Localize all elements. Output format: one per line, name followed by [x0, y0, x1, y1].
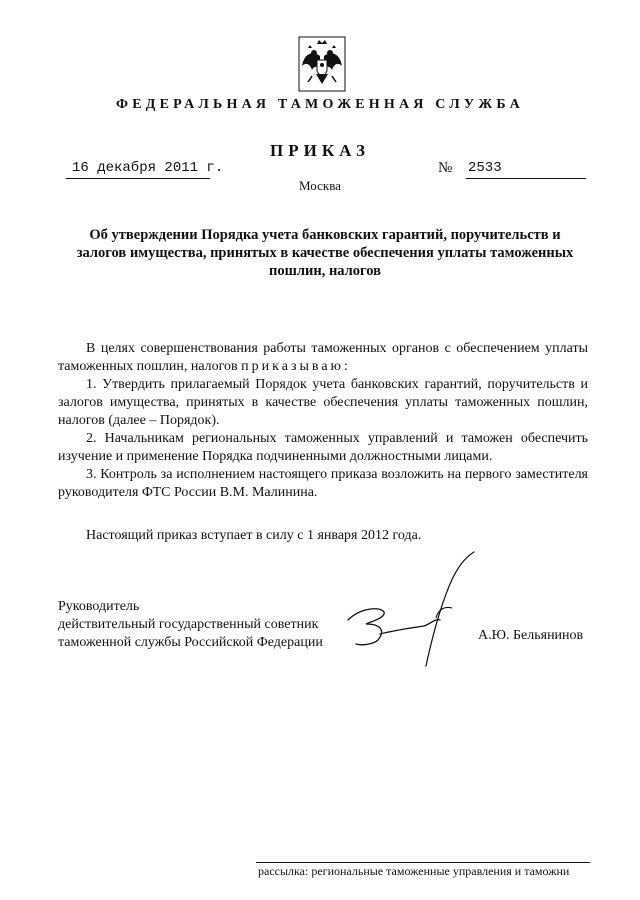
order-number: 2533 [468, 160, 502, 176]
item-1: 1. Утвердить прилагаемый Порядок учета банковских гарантий, поручительств и залогов имущества, принятых в качестве обеспечения уплаты таможенных пошлин, налогов (далее – Порядок). [58, 377, 588, 428]
item-2: 2. Начальникам региональных таможенных управлений и таможен обеспечить изучение и применение Порядка подчиненными должностными лицами. [58, 431, 588, 464]
item-3: 3. Контроль за исполнением настоящего приказа возложить на первого заместителя руководителя ФТС России В.М. Малинина. [58, 467, 588, 500]
city: Москва [299, 178, 341, 193]
order-word: приказываю: [241, 359, 351, 374]
distribution-divider [256, 862, 590, 863]
intro-text: В целях совершенствования работы таможенных органов с обеспечением уплаты таможенных пошлин, налогов [58, 341, 588, 374]
signatory-title-line2: действительный государственный советник [58, 617, 319, 632]
distribution-list: рассылка: региональные таможенные управления и таможни [258, 864, 570, 878]
effective-date-text: Настоящий приказ вступает в силу с 1 января 2012 года. [86, 528, 422, 543]
signatory-title-line1: Руководитель [58, 599, 140, 614]
handwritten-signature [340, 548, 480, 668]
number-sign: № [438, 160, 453, 176]
document-type: ПРИКАЗ [270, 141, 370, 160]
order-subject: Об утверждении Порядка учета банковских гарантий, поручительств и залогов имущества, принятых в качестве обеспечения уплаты таможенных пошлин, налогов [76, 227, 574, 279]
signatory-name: А.Ю. Бельянинов [478, 628, 584, 643]
order-date: 16 декабря 2011 г. [72, 160, 224, 176]
coat-of-arms-icon [298, 36, 346, 92]
intro-paragraph [58, 340, 588, 376]
order-body [58, 340, 588, 502]
signatory-title [58, 598, 323, 652]
signatory-title-line3: таможенной службы Российской Федерации [58, 635, 323, 650]
organization-name: ФЕДЕРАЛЬНАЯ ТАМОЖЕННАЯ СЛУЖБА [116, 97, 524, 112]
